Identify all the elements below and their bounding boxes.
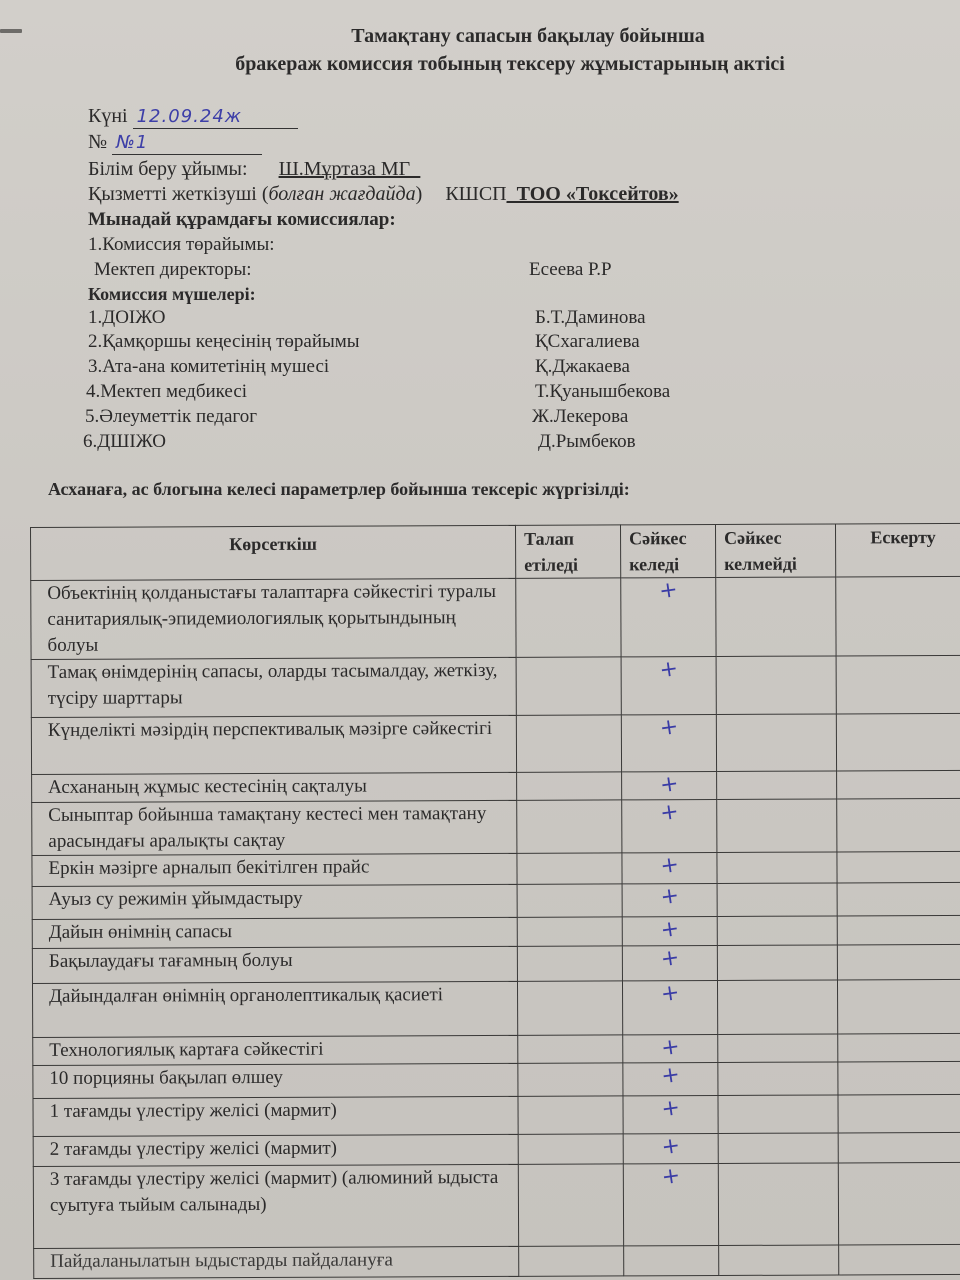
criterion-cell: Асхананың жұмыс кестесінің сақталуы xyxy=(32,772,517,802)
member-name: Б.Т.Даминова xyxy=(535,307,646,328)
compliant-cell xyxy=(623,1134,718,1164)
inspection-table xyxy=(30,523,960,1279)
document-title-line-1: Тамақтану сапасын бақылау бойынша xyxy=(351,25,705,47)
note-cell xyxy=(837,882,960,916)
member-role: 4.Мектеп медбикесі xyxy=(86,381,248,402)
criterion-cell: Объектінің қолданыстағы талаптарға сәйкестігі туралы санитариялық-эпидемиологиялық қорытындының болуы xyxy=(31,578,516,659)
criterion-cell: 3 тағамды үлестіру желісі (мармит) (алюминий ыдыста суытуға тыйым салынады) xyxy=(33,1164,518,1248)
handwritten-plus-mark: + xyxy=(659,1095,682,1123)
non-compliant-cell xyxy=(717,883,837,917)
handwritten-plus-mark: + xyxy=(659,1062,682,1090)
required-cell xyxy=(518,1164,623,1246)
compliant-cell xyxy=(622,981,717,1035)
note-cell xyxy=(837,915,960,945)
required-cell xyxy=(517,772,622,800)
handwritten-plus-mark: + xyxy=(658,916,681,944)
member-role: 2.Қамқоршы кеңесінің төрайымы xyxy=(88,331,360,352)
note-cell xyxy=(837,798,960,852)
supplier-label: Қызметті жеткізуші ( xyxy=(88,183,269,205)
required-cell xyxy=(517,917,622,946)
member-role: 1.ДОІЖО xyxy=(88,307,166,328)
non-compliant-cell xyxy=(718,1163,838,1246)
cut-off-criterion-text: Пайдаланылатын ыдыстарды пайдалануға xyxy=(50,1249,393,1272)
criterion-cell: Дайын өнімнің сапасы xyxy=(32,917,517,948)
handwritten-plus-mark: + xyxy=(658,945,681,973)
table-row xyxy=(32,770,960,802)
date-field xyxy=(88,104,298,129)
organization-label: Білім беру ұйымы: xyxy=(88,158,248,180)
member-role: 3.Ата-ана комитетінің мушесі xyxy=(88,356,330,377)
paper-edge-mark xyxy=(0,29,22,33)
inspection-heading: Асханаға, ас блогына келесі параметрлер бойынша тексеріс жүргізілді: xyxy=(48,479,630,499)
table-row xyxy=(33,1094,960,1136)
compliant-cell xyxy=(622,917,717,946)
handwritten-plus-mark: + xyxy=(658,799,681,827)
empty-cell xyxy=(839,1244,960,1275)
non-compliant-cell xyxy=(717,916,837,946)
compliant-cell xyxy=(622,772,717,800)
date-handwritten-value: 12.09.24ж xyxy=(133,106,298,129)
table-row xyxy=(32,979,960,1037)
handwritten-plus-mark: + xyxy=(657,714,680,742)
compliant-cell xyxy=(623,1063,718,1096)
table-row xyxy=(33,1162,960,1248)
table-row-cut-off xyxy=(34,1244,960,1278)
column-header-required: Талап етіледі xyxy=(515,525,620,578)
member-name: Т.Қуанышбекова xyxy=(535,381,671,402)
handwritten-plus-mark: + xyxy=(657,656,680,684)
required-cell xyxy=(517,800,622,853)
compliant-cell xyxy=(622,946,717,981)
required-cell xyxy=(518,1063,623,1096)
non-compliant-cell xyxy=(717,852,837,884)
table-body xyxy=(31,576,960,1278)
compliant-cell xyxy=(621,578,716,657)
supplier-prefix: КШСП xyxy=(445,183,507,205)
member-name: Ж.Лекерова xyxy=(532,406,629,427)
table-row xyxy=(31,655,960,717)
number-field xyxy=(88,130,262,155)
table-row xyxy=(32,851,960,886)
table-row xyxy=(32,915,960,948)
document-title-line-2: бракераж комиссия тобының тексеру жұмыстарының актісі xyxy=(235,53,785,75)
handwritten-plus-mark: + xyxy=(657,577,680,605)
member-role: 6.ДШІЖО xyxy=(83,431,166,452)
non-compliant-cell xyxy=(718,1133,838,1164)
criterion-cell: Еркін мәзірге арналып бекітілген прайс xyxy=(32,853,517,886)
note-cell xyxy=(838,1132,960,1163)
handwritten-plus-mark: + xyxy=(659,980,681,1008)
required-cell xyxy=(518,1096,623,1134)
criterion-cell: Дайындалған өнімнің органолептикалық қасиеті xyxy=(32,981,517,1037)
handwritten-plus-mark: + xyxy=(659,1163,682,1191)
compliant-cell xyxy=(622,884,717,917)
supplier-label-italic: болған жағдайда xyxy=(268,183,416,205)
required-cell xyxy=(516,578,621,657)
note-cell xyxy=(838,1033,960,1062)
note-cell xyxy=(837,770,960,799)
chair-heading: 1.Комиссия төрайымы: xyxy=(88,234,275,255)
criterion-cell: Күнделікті мәзірдің перспективалық мәзірге сәйкестігі xyxy=(31,715,516,774)
note-cell xyxy=(837,851,960,883)
note-cell xyxy=(838,1162,960,1245)
required-cell xyxy=(517,853,622,884)
table-header-row xyxy=(31,523,960,580)
compliant-cell xyxy=(623,1096,718,1134)
required-cell xyxy=(517,884,622,917)
table-row xyxy=(33,1033,960,1065)
non-compliant-cell xyxy=(718,1062,838,1096)
criterion-cell: Тамақ өнімдерінің сапасы, оларды тасымалдау, жеткізу, түсіру шарттары xyxy=(31,657,516,717)
table-row xyxy=(31,576,960,659)
number-label: № xyxy=(88,131,108,153)
criterion-cell: Бақылаудағы тағамның болуы xyxy=(32,946,517,983)
member-name: ҚСхагалиева xyxy=(535,331,640,352)
criterion-cell xyxy=(34,1246,519,1278)
handwritten-plus-mark: + xyxy=(659,1133,682,1161)
number-handwritten-value: №1 xyxy=(112,132,262,155)
non-compliant-cell xyxy=(717,945,837,981)
date-label: Күні xyxy=(88,105,128,127)
empty-cell xyxy=(519,1246,624,1276)
criterion-cell: Сыныптар бойынша тамақтану кестесі мен тамақтану арасындағы аралықты сақтау xyxy=(32,800,517,855)
compliant-cell xyxy=(623,1164,718,1246)
chair-name: Есеева Р.Р xyxy=(529,259,612,280)
non-compliant-cell xyxy=(716,656,836,715)
non-compliant-cell xyxy=(716,577,836,657)
criterion-cell: Ауыз су режимін ұйымдастыру xyxy=(32,884,517,919)
members-heading: Комиссия мүшелері: xyxy=(88,284,256,304)
supplier-value: _ТОО «Токсейтов» xyxy=(506,183,679,205)
required-cell xyxy=(516,715,621,772)
criterion-cell: 10 порцияны бақылап өлшеу xyxy=(33,1063,518,1098)
note-cell xyxy=(837,944,960,980)
required-cell xyxy=(516,657,621,715)
required-cell xyxy=(518,1134,623,1164)
handwritten-plus-mark: + xyxy=(658,852,681,880)
note-cell xyxy=(836,576,960,656)
supplier-field xyxy=(88,182,679,206)
required-cell xyxy=(517,981,622,1035)
member-name: Д.Рымбеков xyxy=(538,431,636,452)
non-compliant-cell xyxy=(717,771,837,800)
column-header-non-compliant: Сәйкес келмейді xyxy=(715,524,835,578)
note-cell xyxy=(836,713,960,771)
column-header-compliant: Сәйкес келеді xyxy=(620,525,715,578)
compliant-cell xyxy=(621,715,716,772)
member-role: 5.Әлеуметтік педагог xyxy=(85,406,258,427)
column-header-indicator: Көрсеткіш xyxy=(31,525,516,580)
table-row xyxy=(33,1061,960,1098)
criterion-cell: 2 тағамды үлестіру желісі (мармит) xyxy=(33,1134,518,1166)
table-row xyxy=(32,944,960,983)
chair-role: Мектеп директоры: xyxy=(94,259,252,280)
column-header-note: Ескерту xyxy=(835,523,960,577)
required-cell xyxy=(518,1035,623,1063)
commission-heading: Мынадай құрамдағы комиссиялар: xyxy=(88,209,396,230)
non-compliant-cell xyxy=(718,1034,838,1063)
table-row xyxy=(32,798,960,855)
table-row xyxy=(31,713,960,774)
non-compliant-cell xyxy=(717,980,837,1035)
table-row xyxy=(32,882,960,919)
organization-value: Ш.Мұртаза МГ_ xyxy=(278,158,421,180)
empty-cell xyxy=(719,1245,839,1276)
compliant-cell xyxy=(623,1035,718,1063)
non-compliant-cell xyxy=(718,1095,838,1134)
handwritten-plus-mark: + xyxy=(658,883,681,911)
note-cell xyxy=(838,1061,960,1095)
non-compliant-cell xyxy=(717,799,837,853)
note-cell xyxy=(837,979,960,1034)
table-row xyxy=(33,1132,960,1166)
note-cell xyxy=(838,1094,960,1133)
handwritten-plus-mark: + xyxy=(659,1034,682,1062)
criterion-cell: 1 тағамды үлестіру желісі (мармит) xyxy=(33,1096,518,1136)
required-cell xyxy=(517,946,622,981)
non-compliant-cell xyxy=(716,714,836,772)
compliant-cell xyxy=(622,853,717,884)
empty-cell xyxy=(624,1246,719,1276)
criterion-cell: Технологиялық картаға сәйкестігі xyxy=(33,1035,518,1065)
supplier-label-close: ) xyxy=(415,183,423,205)
organization-field xyxy=(88,157,420,181)
member-name: Қ.Джакаева xyxy=(535,356,630,377)
compliant-cell xyxy=(621,657,716,715)
handwritten-plus-mark: + xyxy=(658,771,680,799)
compliant-cell xyxy=(622,800,717,853)
note-cell xyxy=(836,655,960,714)
